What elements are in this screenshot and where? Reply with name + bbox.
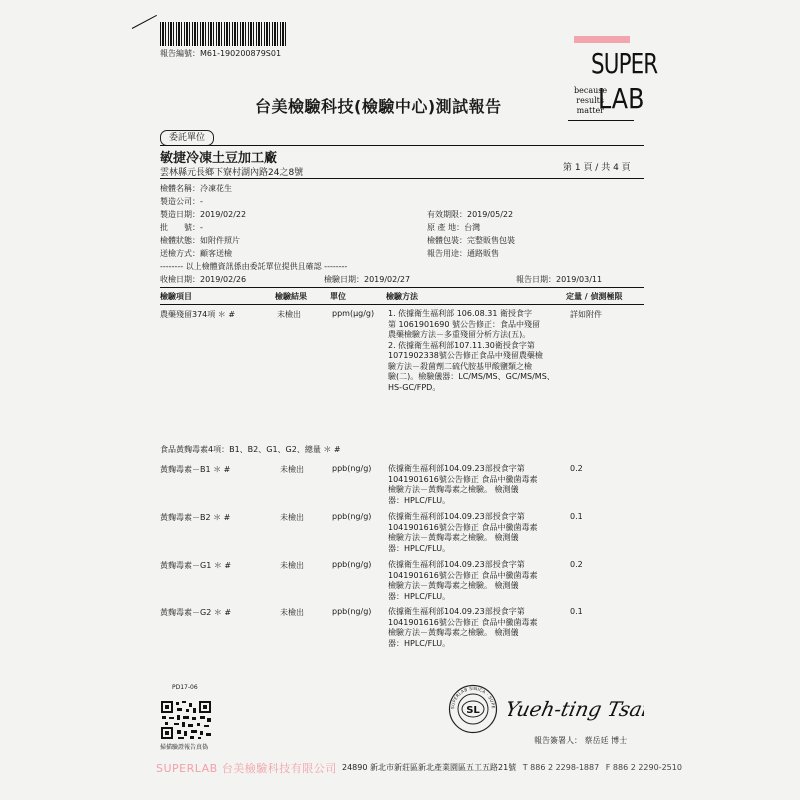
sample-expiry: 有效期限：2019/05/22 <box>427 210 514 219</box>
client-tag: 委託單位 <box>160 130 214 146</box>
client-address: 雲林縣元長鄉下寮村湖內路24之8號 <box>160 168 304 178</box>
row-result: 未檢出 <box>277 310 301 319</box>
signer: 報告簽署人： 蔡岳廷 博士 <box>534 736 628 745</box>
seal-ring-text: SUPERLAB SINICA · SUPE <box>449 685 497 710</box>
method-line: 1071902338號公告修正食品中殘留農藥檢 <box>388 351 543 360</box>
seal-icon <box>448 684 498 734</box>
method-line: 器：HPLC/FLU。 <box>388 543 451 553</box>
sample-name: 檢體名稱：冷凍花生 <box>160 184 232 193</box>
row-unit: ppm(μg/g) <box>332 309 375 318</box>
client-name: 敏捷冷凍土豆加工廠 <box>160 151 278 166</box>
row-method <box>388 607 537 649</box>
qr-code-label: PD17-06 <box>172 684 198 691</box>
method-line: 2. 依據衛生福利部107.11.30衛授食字第 <box>388 340 535 350</box>
qr-code-icon <box>160 700 212 740</box>
row-result: 未檢出 <box>280 608 304 617</box>
sample-origin: 原 產 地：台灣 <box>427 223 481 232</box>
logo-word-super: SUPER <box>591 47 658 80</box>
row-method <box>388 464 537 506</box>
method-line: 器：HPLC/FLU。 <box>388 495 451 505</box>
method-line: 檢驗方法－黃麴毒素之檢驗。 檢測儀 <box>388 533 519 542</box>
handwritten-signature <box>508 688 644 728</box>
row-limit: 0.2 <box>570 560 583 569</box>
header-slash-decoration <box>132 15 157 29</box>
row-item: 黃麴毒素－G2 ＊ # <box>160 608 232 617</box>
report-number <box>160 48 281 59</box>
col-header-item: 檢驗項目 <box>160 292 192 301</box>
report-date: 報告日期：2019/03/11 <box>516 275 603 284</box>
row-limit: 0.1 <box>570 607 583 616</box>
row-limit: 詳如附件 <box>570 310 602 319</box>
report-title: 台美檢驗科技(檢驗中心)測試報告 <box>255 97 502 116</box>
col-header-method: 檢驗方法 <box>386 292 418 301</box>
row-method <box>388 560 537 602</box>
logo-tagline-line: results <box>576 96 604 105</box>
footer-address: 24890 新北市新莊區新北產業園區五工五路21號 <box>342 763 517 772</box>
report-barcode <box>160 22 288 46</box>
method-line: 依據衛生福利部104.09.23部授食字第 <box>388 512 525 521</box>
sample-delivery: 送檢方式：顧客送檢 <box>160 249 232 258</box>
col-header-result: 檢驗結果 <box>275 292 307 301</box>
sample-maker: 製造公司：- <box>160 197 203 206</box>
col-header-unit: 單位 <box>330 292 346 301</box>
aflatoxin-heading: 食品黃麴毒素4項：B1、B2、G1、G2、總量 ＊ # <box>160 445 341 454</box>
method-line: 1041901616號公告修正 食品中黴菌毒素 <box>388 474 538 484</box>
info-top-rule <box>160 178 644 179</box>
method-line: 檢驗方法－黃麴毒素之檢驗。 檢測儀 <box>388 581 519 590</box>
footer-phone: T 886 2 2298-1887 <box>522 763 600 772</box>
method-line: 器：HPLC/FLU。 <box>388 591 451 601</box>
method-line: 檢驗方法－黃麴毒素之檢驗。 檢測儀 <box>388 485 519 494</box>
method-line: 依據衛生福利部104.09.23部授食字第 <box>388 464 525 473</box>
table-top-rule <box>160 287 644 288</box>
tested-date: 檢驗日期：2019/02/27 <box>324 275 411 284</box>
row-unit: ppb(ng/g) <box>332 607 372 616</box>
logo-tagline-line: matter <box>576 106 604 115</box>
sample-note: -------- 以上檢體資訊係由委託單位提供且確認 -------- <box>160 262 348 271</box>
sample-mfg-date: 製造日期：2019/02/22 <box>160 210 247 219</box>
method-line: 器：HPLC/FLU。 <box>388 638 451 648</box>
lab-seal <box>448 684 498 734</box>
method-line: HS-GC/FPD。 <box>388 382 441 392</box>
client-divider <box>160 145 644 146</box>
row-method <box>388 309 555 393</box>
method-line: 依據衛生福利部104.09.23部授食字第 <box>388 607 525 616</box>
method-line: 1041901616號公告修正 食品中黴菌毒素 <box>388 570 538 580</box>
signature-text: Yueh-ting Tsai <box>508 697 644 721</box>
row-result: 未檢出 <box>280 465 304 474</box>
col-header-limit: 定量 / 偵測極限 <box>566 292 623 301</box>
footer-contact <box>342 762 682 773</box>
method-line: 農藥檢驗方法－多重殘留分析方法(五)。 <box>388 330 531 339</box>
row-item: 黃麴毒素－B1 ＊ # <box>160 465 231 474</box>
row-item: 黃麴毒素－G1 ＊ # <box>160 561 232 570</box>
seal-letters: SL <box>466 705 480 716</box>
sample-state: 檢體狀態：如附件照片 <box>160 236 240 245</box>
method-line: 驗(二)。檢驗儀器：LC/MS/MS、GC/MS/MS、 <box>388 372 555 381</box>
method-line: 第 1061901690 號公告修正：食品中殘留 <box>388 319 540 329</box>
signature-icon <box>508 688 644 728</box>
row-limit: 0.1 <box>570 512 583 521</box>
method-line: 1041901616號公告修正 食品中黴菌毒素 <box>388 617 538 627</box>
qr-caption: 掃描驗證報告真偽 <box>160 744 209 751</box>
row-item: 農藥殘留374項 ＊ # <box>160 310 236 319</box>
row-item: 黃麴毒素－B2 ＊ # <box>160 513 231 522</box>
logo-underline <box>568 120 634 121</box>
method-line: 檢驗方法－黃麴毒素之檢驗。 檢測儀 <box>388 628 519 637</box>
logo-accent-bar <box>574 36 630 43</box>
sample-packaging: 檢體包裝：完整販售包裝 <box>427 236 515 245</box>
sample-batch: 批 號：- <box>160 223 203 232</box>
page-indicator: 第 1 頁 / 共 4 頁 <box>563 163 631 173</box>
row-result: 未檢出 <box>280 561 304 570</box>
row-unit: ppb(ng/g) <box>332 512 372 521</box>
method-line: 驗方法－殺菌劑二硫代胺基甲酸鹽類之檢 <box>388 361 532 371</box>
row-limit: 0.2 <box>570 464 583 473</box>
logo-word-lab: LAB <box>598 82 645 115</box>
method-line: 依據衛生福利部104.09.23部授食字第 <box>388 560 525 569</box>
table-header-rule <box>160 304 644 305</box>
footer-brand: SUPERLAB 台美檢驗科技有限公司 <box>156 762 337 775</box>
received-date: 收檢日期：2019/02/26 <box>160 275 247 284</box>
row-unit: ppb(ng/g) <box>332 464 372 473</box>
method-line: 1041901616號公告修正 食品中黴菌毒素 <box>388 522 538 532</box>
qr-code <box>160 700 212 740</box>
report-number-label: 報告編號： <box>160 49 200 58</box>
report-number-value: M61-190200879S01 <box>200 49 282 58</box>
row-result: 未檢出 <box>280 513 304 522</box>
row-unit: ppb(ng/g) <box>332 560 372 569</box>
logo-tagline-line: because <box>574 86 608 95</box>
sample-usage: 報告用途：通路販售 <box>427 249 499 258</box>
footer-fax: F 886 2 2290-2510 <box>605 763 682 772</box>
method-line: 1. 依據衛生福利部 106.08.31 衛授食字 <box>388 309 532 318</box>
row-method <box>388 512 537 554</box>
